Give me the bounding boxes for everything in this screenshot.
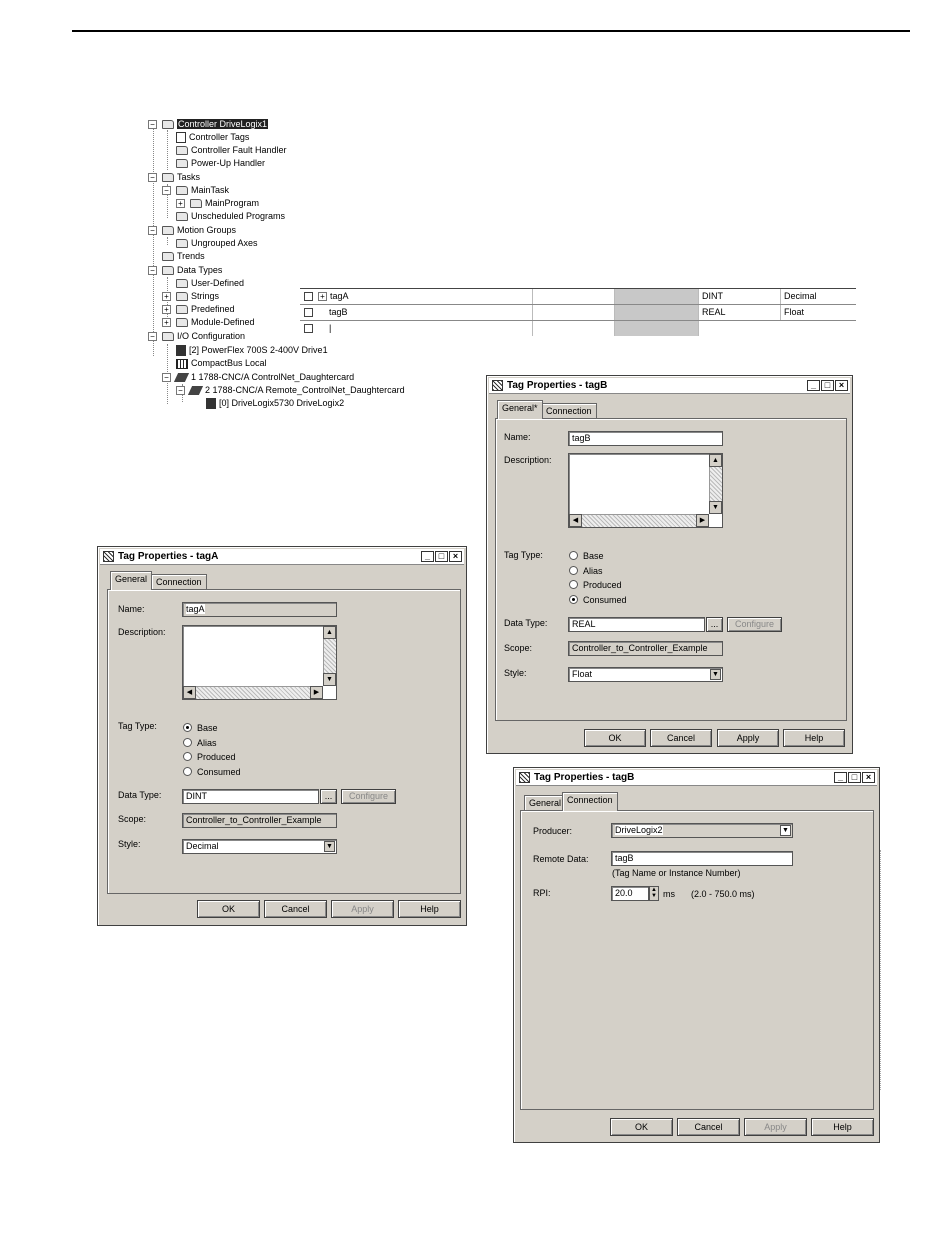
folder-icon bbox=[176, 279, 188, 288]
tab-connection[interactable]: Connection bbox=[541, 403, 597, 420]
scroll-down-icon[interactable]: ▼ bbox=[323, 673, 336, 686]
scope-label: Scope: bbox=[118, 814, 147, 824]
ok-button[interactable]: OK bbox=[584, 729, 646, 747]
tag-style: Float bbox=[780, 305, 856, 320]
description-label: Description: bbox=[504, 455, 552, 465]
radio-consumed[interactable]: Consumed bbox=[569, 594, 627, 607]
bus-icon bbox=[176, 359, 188, 369]
radio-produced[interactable]: Produced bbox=[183, 751, 236, 764]
dialog-titlebar[interactable] bbox=[489, 378, 850, 394]
tree-connector bbox=[153, 126, 154, 356]
data-type-label: Data Type: bbox=[504, 618, 548, 628]
style-label: Style: bbox=[504, 668, 527, 678]
tree-item-io-configuration[interactable]: − I/O Configuration bbox=[148, 330, 245, 343]
row-checkbox[interactable] bbox=[304, 324, 313, 333]
tab-general[interactable]: General bbox=[110, 571, 152, 590]
folder-icon bbox=[162, 226, 174, 235]
tag-properties-icon bbox=[103, 551, 114, 562]
background-edge bbox=[880, 850, 881, 1090]
scroll-left-icon[interactable]: ◀ bbox=[569, 514, 582, 527]
dialog-titlebar[interactable] bbox=[100, 549, 464, 565]
tree-item-powerup-handler[interactable]: Power-Up Handler bbox=[176, 157, 265, 170]
table-row[interactable] bbox=[300, 305, 856, 321]
tag-type-label: Tag Type: bbox=[504, 550, 543, 560]
radio-button[interactable] bbox=[569, 566, 578, 575]
name-label: Name: bbox=[118, 604, 145, 614]
scope-field: Controller_to_Controller_Example bbox=[568, 641, 723, 656]
tree-item-maintask[interactable]: − MainTask bbox=[162, 184, 229, 197]
tag-type: REAL bbox=[698, 305, 780, 320]
tag-type-label: Tag Type: bbox=[118, 721, 157, 731]
rpi-label: RPI: bbox=[533, 888, 551, 898]
data-type-field[interactable]: REAL bbox=[568, 617, 705, 632]
dialog-title: Tag Properties - tagB bbox=[507, 380, 608, 391]
tag-properties-dialog-taga bbox=[97, 546, 467, 926]
description-label: Description: bbox=[118, 627, 166, 637]
rpi-unit: ms bbox=[663, 889, 675, 899]
style-dropdown[interactable]: Float ▼ bbox=[568, 667, 723, 682]
spin-down-icon[interactable]: ▼ bbox=[651, 893, 657, 899]
tab-panel-connection bbox=[520, 810, 874, 1110]
data-type-field[interactable]: DINT bbox=[182, 789, 319, 804]
maximize-icon[interactable]: □ bbox=[848, 772, 861, 783]
tab-general[interactable]: General bbox=[524, 795, 566, 812]
configure-button[interactable]: Configure bbox=[727, 617, 782, 632]
tree-item-controller-tags[interactable]: Controller Tags bbox=[176, 131, 249, 144]
tag-name[interactable]: | bbox=[329, 323, 332, 333]
controller-icon bbox=[206, 398, 216, 409]
scroll-up-icon[interactable]: ▲ bbox=[709, 454, 722, 467]
description-textarea[interactable] bbox=[182, 625, 337, 700]
tree-item-ungrouped-axes[interactable]: Ungrouped Axes bbox=[176, 237, 258, 250]
folder-icon bbox=[162, 252, 174, 261]
data-type-label: Data Type: bbox=[118, 790, 162, 800]
apply-button[interactable]: Apply bbox=[744, 1118, 807, 1136]
tag-properties-dialog-tagb-general bbox=[486, 375, 853, 754]
style-label: Style: bbox=[118, 839, 141, 849]
table-row[interactable] bbox=[300, 321, 856, 337]
task-icon bbox=[176, 186, 188, 195]
folder-icon bbox=[176, 292, 188, 301]
radio-produced[interactable]: Produced bbox=[569, 579, 622, 592]
tag-properties-icon bbox=[519, 772, 530, 783]
tree-item-user-defined[interactable]: User-Defined bbox=[176, 277, 244, 290]
folder-icon bbox=[176, 305, 188, 314]
folder-icon bbox=[176, 239, 188, 248]
tree-item-powerflex[interactable]: [2] PowerFlex 700S 2-400V Drive1 bbox=[176, 344, 328, 357]
folder-icon bbox=[162, 120, 174, 129]
folder-icon bbox=[176, 212, 188, 221]
scope-label: Scope: bbox=[504, 643, 533, 653]
minimize-icon[interactable]: _ bbox=[834, 772, 847, 783]
remote-data-field[interactable]: tagB bbox=[611, 851, 793, 866]
radio-button-selected[interactable] bbox=[569, 595, 578, 604]
tab-connection[interactable]: Connection bbox=[562, 792, 618, 811]
chevron-down-icon[interactable]: ▼ bbox=[710, 669, 721, 680]
network-card-icon bbox=[174, 373, 189, 382]
radio-button[interactable] bbox=[183, 738, 192, 747]
name-field[interactable]: tagB bbox=[568, 431, 723, 446]
maximize-icon[interactable]: □ bbox=[435, 551, 448, 562]
radio-button-selected[interactable] bbox=[183, 723, 192, 732]
data-type-browse-button[interactable]: ... bbox=[706, 617, 723, 632]
style-dropdown[interactable]: Decimal ▼ bbox=[182, 839, 337, 854]
controller-organizer-tree bbox=[140, 116, 440, 416]
tree-item-mainprogram[interactable]: + MainProgram bbox=[176, 197, 259, 210]
remote-data-hint: (Tag Name or Instance Number) bbox=[612, 868, 741, 878]
tab-panel-general bbox=[495, 418, 847, 721]
tree-item-cnc1[interactable]: − 1 1788-CNC/A ControlNet_Daughtercard bbox=[162, 371, 354, 384]
scroll-down-icon[interactable]: ▼ bbox=[709, 501, 722, 514]
radio-base[interactable]: Base bbox=[183, 722, 218, 735]
radio-button[interactable] bbox=[569, 551, 578, 560]
program-icon bbox=[190, 199, 202, 208]
tab-general[interactable]: General* bbox=[497, 400, 543, 419]
minimize-icon[interactable]: _ bbox=[807, 380, 820, 391]
drive-icon bbox=[176, 345, 186, 356]
radio-consumed[interactable]: Consumed bbox=[183, 766, 241, 779]
close-icon[interactable]: × bbox=[862, 772, 875, 783]
tree-item-drivelogix5730[interactable]: [0] DriveLogix5730 DriveLogix2 bbox=[206, 397, 344, 410]
tree-item-unscheduled[interactable]: Unscheduled Programs bbox=[176, 210, 285, 223]
folder-icon bbox=[176, 159, 188, 168]
tree-item-cnc2[interactable]: − 2 1788-CNC/A Remote_ControlNet_Daughtercard bbox=[176, 384, 405, 397]
row-checkbox[interactable] bbox=[304, 308, 313, 317]
radio-base[interactable]: Base bbox=[569, 550, 604, 563]
scroll-left-icon[interactable]: ◀ bbox=[183, 686, 196, 699]
tree-item-data-types[interactable]: − Data Types bbox=[148, 264, 222, 277]
description-hscroll[interactable] bbox=[569, 514, 709, 527]
ok-button[interactable]: OK bbox=[610, 1118, 673, 1136]
network-card-icon bbox=[188, 386, 203, 395]
name-label: Name: bbox=[504, 432, 531, 442]
folder-icon bbox=[176, 146, 188, 155]
dialog-title: Tag Properties - tagB bbox=[534, 772, 635, 783]
tree-item-fault-handler[interactable]: Controller Fault Handler bbox=[176, 144, 287, 157]
tree-item-strings[interactable]: + Strings bbox=[162, 290, 219, 303]
tag-name: tagB bbox=[329, 307, 348, 317]
producer-label: Producer: bbox=[533, 826, 573, 836]
scroll-up-icon[interactable]: ▲ bbox=[323, 626, 336, 639]
tag-style: Decimal bbox=[780, 289, 856, 304]
folder-icon bbox=[162, 173, 174, 182]
help-button[interactable]: Help bbox=[398, 900, 461, 918]
data-type-browse-button[interactable]: ... bbox=[320, 789, 337, 804]
remote-data-label: Remote Data: bbox=[533, 854, 589, 864]
tag-editor-grid bbox=[300, 288, 856, 336]
cancel-button[interactable]: Cancel bbox=[264, 900, 327, 918]
tree-item-controller[interactable]: − Controller DriveLogix1 bbox=[148, 118, 268, 131]
rpi-range: (2.0 - 750.0 ms) bbox=[691, 889, 755, 899]
apply-button[interactable]: Apply bbox=[331, 900, 394, 918]
description-textarea[interactable] bbox=[568, 453, 723, 528]
dialog-title: Tag Properties - tagA bbox=[118, 551, 219, 562]
rpi-field[interactable]: 20.0 bbox=[611, 886, 649, 901]
tag-name: tagA bbox=[330, 291, 349, 301]
table-row[interactable]: + tagA DINT Decimal bbox=[300, 289, 856, 305]
maximize-icon[interactable]: □ bbox=[821, 380, 834, 391]
tree-item-motion-groups[interactable]: − Motion Groups bbox=[148, 224, 236, 237]
tree-item-trends[interactable]: Trends bbox=[162, 250, 205, 263]
rpi-spinner[interactable] bbox=[649, 886, 659, 901]
dialog-titlebar[interactable] bbox=[516, 770, 877, 786]
scroll-right-icon[interactable]: ▶ bbox=[696, 514, 709, 527]
tab-panel-general bbox=[107, 589, 461, 894]
tag-type: DINT bbox=[698, 289, 780, 304]
description-hscroll[interactable] bbox=[183, 686, 323, 699]
cancel-button[interactable]: Cancel bbox=[650, 729, 712, 747]
close-icon[interactable]: × bbox=[449, 551, 462, 562]
producer-dropdown[interactable]: DriveLogix2 ▼ bbox=[611, 823, 793, 838]
folder-icon bbox=[162, 332, 174, 341]
radio-button[interactable] bbox=[183, 752, 192, 761]
row-checkbox[interactable] bbox=[304, 292, 313, 301]
help-button[interactable]: Help bbox=[783, 729, 845, 747]
scope-field: Controller_to_Controller_Example bbox=[182, 813, 337, 828]
page-top-rule bbox=[72, 30, 910, 32]
minimize-icon[interactable]: _ bbox=[421, 551, 434, 562]
apply-button[interactable]: Apply bbox=[717, 729, 779, 747]
cancel-button[interactable]: Cancel bbox=[677, 1118, 740, 1136]
tree-item-predefined[interactable]: + Predefined bbox=[162, 303, 235, 316]
name-field[interactable]: tagA bbox=[182, 602, 337, 617]
radio-alias[interactable]: Alias bbox=[183, 737, 217, 750]
configure-button[interactable]: Configure bbox=[341, 789, 396, 804]
chevron-down-icon[interactable]: ▼ bbox=[780, 825, 791, 836]
radio-button[interactable] bbox=[569, 580, 578, 589]
tags-icon bbox=[176, 132, 186, 143]
scroll-right-icon[interactable]: ▶ bbox=[310, 686, 323, 699]
tree-connector bbox=[167, 237, 168, 245]
tab-connection[interactable]: Connection bbox=[151, 574, 207, 591]
tree-item-tasks[interactable]: − Tasks bbox=[148, 171, 200, 184]
tag-properties-dialog-tagb-connection bbox=[513, 767, 880, 1143]
spin-up-icon[interactable]: ▲ bbox=[651, 887, 657, 893]
radio-button[interactable] bbox=[183, 767, 192, 776]
tree-connector bbox=[167, 130, 168, 170]
folder-icon bbox=[162, 266, 174, 275]
tree-item-module-defined[interactable]: + Module-Defined bbox=[162, 316, 255, 329]
radio-alias[interactable]: Alias bbox=[569, 565, 603, 578]
tree-item-compactbus[interactable]: CompactBus Local bbox=[176, 357, 267, 370]
chevron-down-icon[interactable]: ▼ bbox=[324, 841, 335, 852]
ok-button[interactable]: OK bbox=[197, 900, 260, 918]
folder-icon bbox=[176, 318, 188, 327]
help-button[interactable]: Help bbox=[811, 1118, 874, 1136]
tag-properties-icon bbox=[492, 380, 503, 391]
close-icon[interactable]: × bbox=[835, 380, 848, 391]
